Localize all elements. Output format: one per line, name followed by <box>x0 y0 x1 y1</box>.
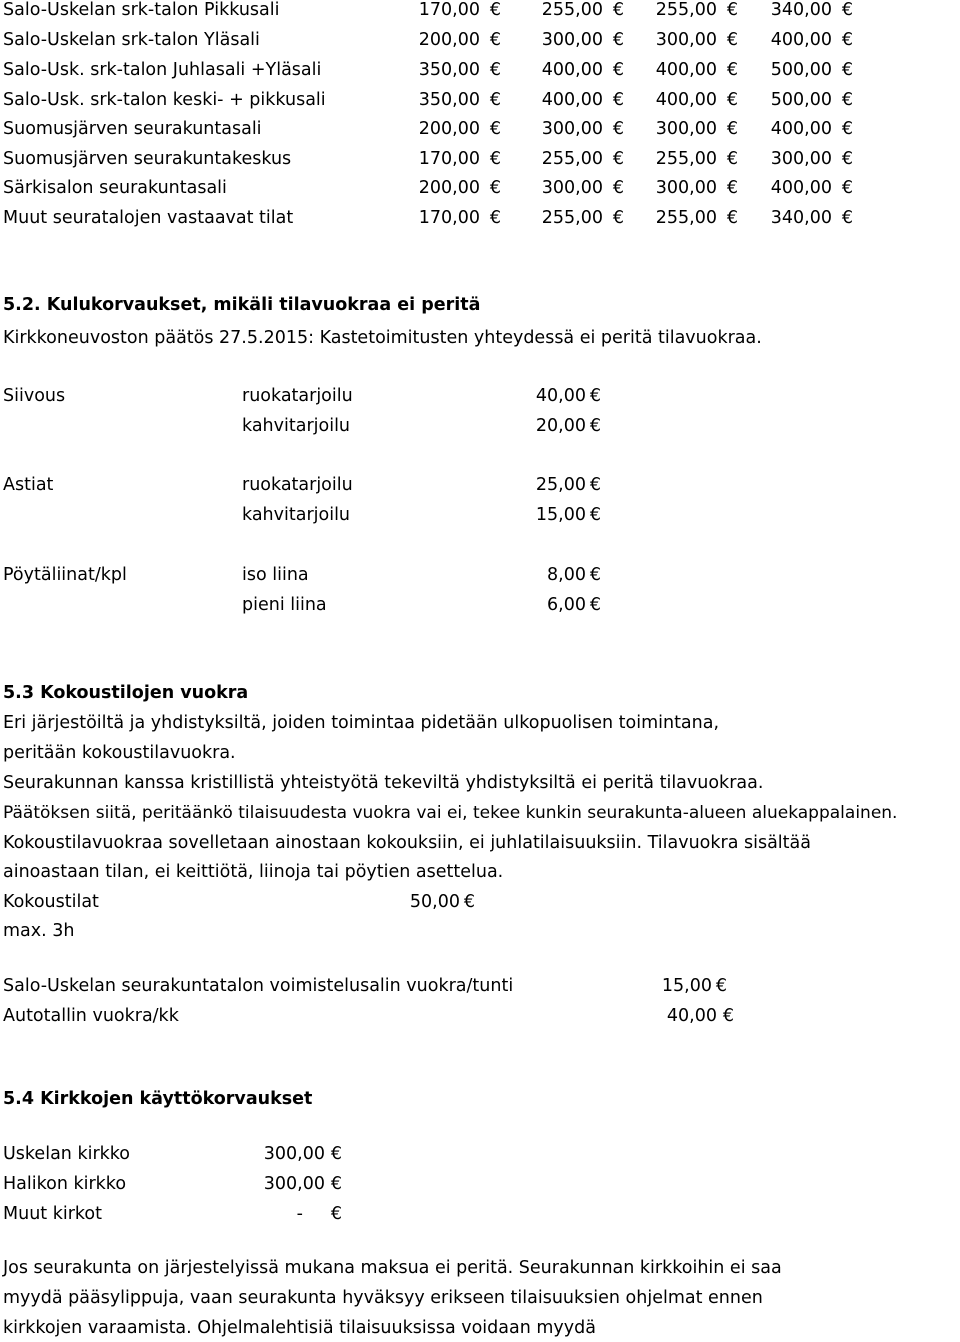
fee-type: ruokatarjoilu <box>242 386 353 406</box>
euro-sign: € <box>841 178 853 198</box>
church-name: Halikon kirkko <box>3 1174 127 1194</box>
price-row-name: Salo-Uskelan srk-talon Pikkusali <box>3 0 280 20</box>
euro-sign: € <box>726 149 738 169</box>
price-row-name: Suomusjärven seurakuntasali <box>3 119 262 139</box>
church-price: - <box>296 1204 303 1224</box>
fee-type: kahvitarjoilu <box>242 416 351 436</box>
euro-sign: € <box>589 475 601 495</box>
fee-type: kahvitarjoilu <box>242 505 351 525</box>
garage-label: Autotallin vuokra/kk <box>3 1006 179 1026</box>
price-cell: 300,00 <box>655 30 717 50</box>
euro-sign: € <box>612 208 624 228</box>
fee-price: 40,00 <box>535 386 586 406</box>
euro-sign: € <box>841 208 853 228</box>
euro-sign: € <box>726 30 738 50</box>
paragraph-line: Päätöksen siitä, peritäänkö tilaisuudesta vuokra vai ei, tekee kunkin seurakunta-alueen aluekappalainen. <box>3 803 898 823</box>
euro-sign: € <box>612 149 624 169</box>
price-cell: 340,00 <box>770 208 832 228</box>
euro-sign: € <box>612 90 624 110</box>
euro-sign: € <box>841 60 853 80</box>
price-row-name: Muut seuratalojen vastaavat tilat <box>3 208 294 228</box>
euro-sign: € <box>330 1144 342 1164</box>
price-cell: 170,00 <box>418 0 480 20</box>
price-cell: 350,00 <box>418 90 480 110</box>
euro-sign: € <box>463 892 475 912</box>
euro-sign: € <box>589 565 601 585</box>
price-cell: 255,00 <box>541 0 603 20</box>
paragraph-line: myydä pääsylippuja, vaan seurakunta hyväksyy erikseen tilaisuuksien ohjelmat ennen <box>3 1288 763 1308</box>
meeting-label: Kokoustilat <box>3 892 99 912</box>
meeting-price: 50,00 <box>409 892 460 912</box>
fee-type: ruokatarjoilu <box>242 475 353 495</box>
price-cell: 255,00 <box>655 0 717 20</box>
decision-line: Kirkkoneuvoston päätös 27.5.2015: Kastetoimitusten yhteydessä ei peritä tilavuokraa. <box>3 328 762 348</box>
fee-price: 25,00 <box>535 475 586 495</box>
fee-price: 6,00 <box>547 595 586 615</box>
section-heading: 5.3 Kokoustilojen vuokra <box>3 683 249 703</box>
euro-sign: € <box>715 976 727 996</box>
euro-sign: € <box>726 119 738 139</box>
price-cell: 300,00 <box>541 178 603 198</box>
price-cell: 170,00 <box>418 208 480 228</box>
euro-sign: € <box>722 1006 734 1026</box>
euro-sign: € <box>726 0 738 20</box>
meeting-max: max. 3h <box>3 921 75 941</box>
price-cell: 400,00 <box>770 178 832 198</box>
euro-sign: € <box>612 60 624 80</box>
paragraph-line: Eri järjestöiltä ja yhdistyksiltä, joiden toimintaa pidetään ulkopuolisen toimintana, <box>3 713 720 733</box>
price-cell: 255,00 <box>655 149 717 169</box>
euro-sign: € <box>489 149 501 169</box>
price-cell: 170,00 <box>418 149 480 169</box>
price-cell: 300,00 <box>655 119 717 139</box>
paragraph-line: peritään kokoustilavuokra. <box>3 743 236 763</box>
price-cell: 340,00 <box>770 0 832 20</box>
euro-sign: € <box>330 1174 342 1194</box>
price-cell: 200,00 <box>418 119 480 139</box>
price-cell: 400,00 <box>770 30 832 50</box>
euro-sign: € <box>589 595 601 615</box>
euro-sign: € <box>612 0 624 20</box>
euro-sign: € <box>589 416 601 436</box>
euro-sign: € <box>726 178 738 198</box>
paragraph-line: Kokoustilavuokraa sovelletaan ainostaan kokouksiin, ei juhlatilaisuuksiin. Tilavuokra sisältää <box>3 833 811 853</box>
euro-sign: € <box>726 208 738 228</box>
price-cell: 300,00 <box>541 30 603 50</box>
euro-sign: € <box>489 60 501 80</box>
church-price: 300,00 <box>263 1174 325 1194</box>
price-cell: 200,00 <box>418 178 480 198</box>
euro-sign: € <box>330 1204 342 1224</box>
euro-sign: € <box>841 0 853 20</box>
price-cell: 255,00 <box>541 149 603 169</box>
euro-sign: € <box>489 208 501 228</box>
price-cell: 400,00 <box>770 119 832 139</box>
euro-sign: € <box>489 90 501 110</box>
fee-type: pieni liina <box>242 595 327 615</box>
paragraph-line: kirkkojen varaamista. Ohjelmalehtisiä tilaisuuksissa voidaan myydä <box>3 1318 596 1338</box>
price-row-name: Salo-Usk. srk-talon Juhlasali +Yläsali <box>3 60 322 80</box>
euro-sign: € <box>612 119 624 139</box>
price-cell: 400,00 <box>655 90 717 110</box>
church-price: 300,00 <box>263 1144 325 1164</box>
price-cell: 200,00 <box>418 30 480 50</box>
church-name: Muut kirkot <box>3 1204 102 1224</box>
price-cell: 400,00 <box>541 60 603 80</box>
euro-sign: € <box>726 60 738 80</box>
euro-sign: € <box>841 119 853 139</box>
euro-sign: € <box>841 149 853 169</box>
fee-category: Siivous <box>3 386 66 406</box>
euro-sign: € <box>489 178 501 198</box>
price-row-name: Salo-Uskelan srk-talon Yläsali <box>3 30 260 50</box>
price-cell: 255,00 <box>541 208 603 228</box>
price-cell: 300,00 <box>770 149 832 169</box>
price-cell: 300,00 <box>541 119 603 139</box>
fee-price: 20,00 <box>535 416 586 436</box>
paragraph-line: Seurakunnan kanssa kristillistä yhteistyötä tekeviltä yhdistyksiltä ei peritä tilavuokraa. <box>3 773 764 793</box>
price-cell: 400,00 <box>541 90 603 110</box>
fee-category: Astiat <box>3 475 54 495</box>
fee-price: 8,00 <box>547 565 586 585</box>
price-cell: 500,00 <box>770 90 832 110</box>
euro-sign: € <box>841 90 853 110</box>
section-heading: 5.4 Kirkkojen käyttökorvaukset <box>3 1089 313 1109</box>
price-cell: 255,00 <box>655 208 717 228</box>
price-row-name: Salo-Usk. srk-talon keski- + pikkusali <box>3 90 326 110</box>
garage-price: 40,00 <box>666 1006 717 1026</box>
euro-sign: € <box>841 30 853 50</box>
euro-sign: € <box>489 119 501 139</box>
paragraph-line: Jos seurakunta on järjestelyissä mukana maksua ei peritä. Seurakunnan kirkkoihin ei saa <box>3 1258 782 1278</box>
euro-sign: € <box>726 90 738 110</box>
euro-sign: € <box>612 30 624 50</box>
gym-label: Salo-Uskelan seurakuntatalon voimistelusalin vuokra/tunti <box>3 976 514 996</box>
euro-sign: € <box>489 0 501 20</box>
gym-price: 15,00 <box>661 976 712 996</box>
fee-price: 15,00 <box>535 505 586 525</box>
fee-type: iso liina <box>242 565 309 585</box>
euro-sign: € <box>612 178 624 198</box>
price-cell: 300,00 <box>655 178 717 198</box>
section-heading: 5.2. Kulukorvaukset, mikäli tilavuokraa ei peritä <box>3 295 481 315</box>
price-cell: 350,00 <box>418 60 480 80</box>
euro-sign: € <box>489 30 501 50</box>
paragraph-line: ainoastaan tilan, ei keittiötä, liinoja tai pöytien asettelua. <box>3 862 504 882</box>
price-cell: 400,00 <box>655 60 717 80</box>
price-row-name: Särkisalon seurakuntasali <box>3 178 227 198</box>
price-cell: 500,00 <box>770 60 832 80</box>
price-row-name: Suomusjärven seurakuntakeskus <box>3 149 292 169</box>
euro-sign: € <box>589 386 601 406</box>
church-name: Uskelan kirkko <box>3 1144 130 1164</box>
euro-sign: € <box>589 505 601 525</box>
fee-category: Pöytäliinat/kpl <box>3 565 127 585</box>
